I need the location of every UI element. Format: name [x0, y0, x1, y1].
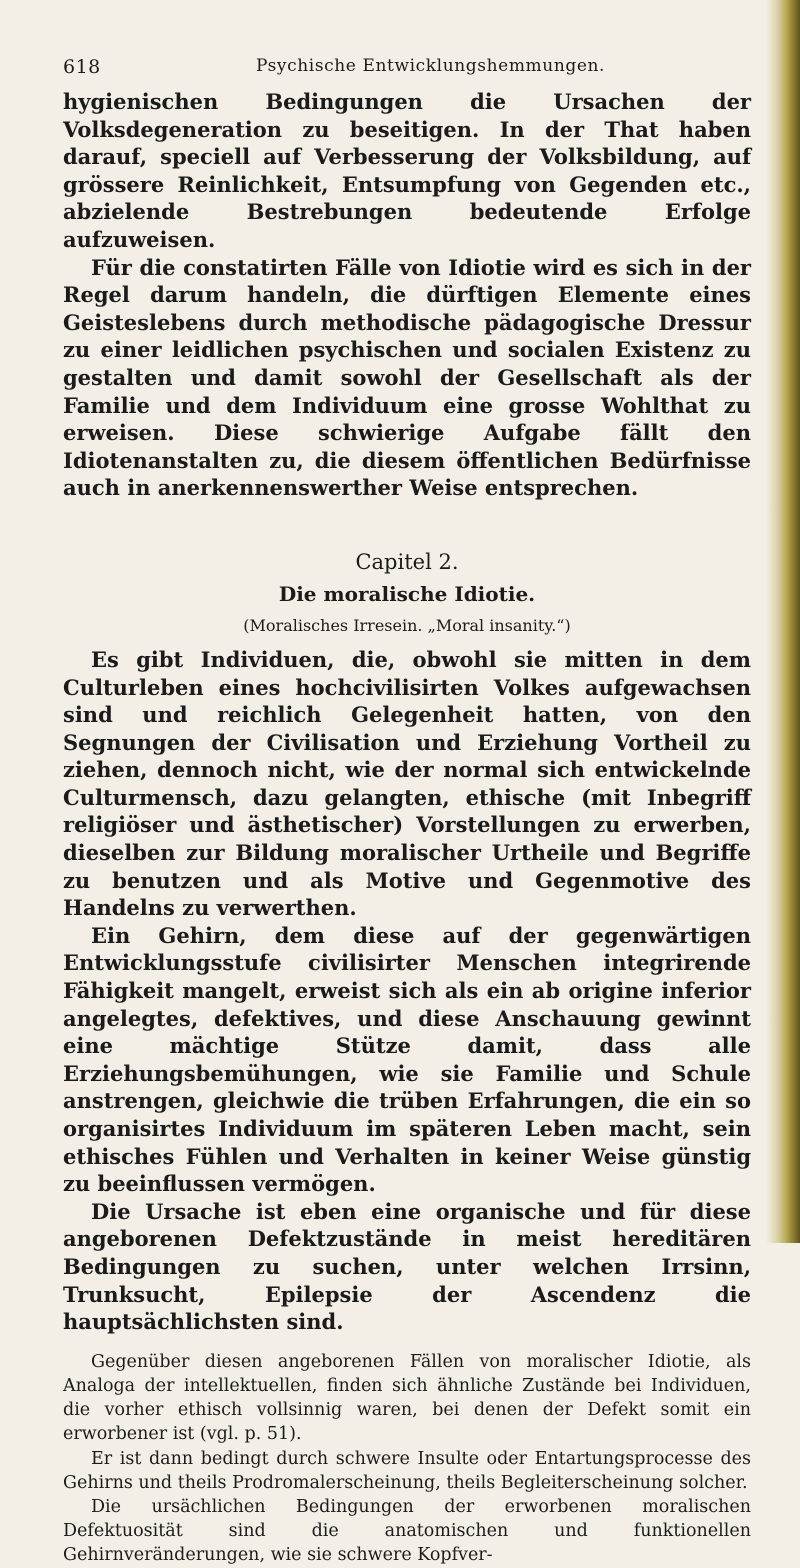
chapter-subtitle: (Moralisches Irresein. „Moral insanity.“)	[243, 615, 571, 635]
intro-paragraph: hygienischen Bedingungen die Ursachen der Volksdegeneration zu beseitigen. In der That haben darauf, speciell auf Verbesserung der Volksbildung, auf grössere Reinlichkeit, Entsumpfung von Gegenden etc., abzielende Bestrebungen bedeutende Erfolge aufzuweisen.	[63, 89, 751, 252]
small-paragraph: Gegenüber diesen angeborenen Fällen von moralischer Idiotie, als Analoga der intellektuellen, finden sich ähnliche Zustände bei Individuen, die vorher ethisch vollsinnig waren, bei denen der Defekt somit ein erworbener ist (vgl. p. 51).	[63, 1351, 751, 1445]
small-print-section	[63, 1350, 751, 1568]
intro-paragraph: Für die constatirten Fälle von Idiotie wird es sich in der Regel darum handeln, die dürftigen Elemente eines Geisteslebens durch methodische pädagogische Dressur zu einer leidlichen psychischen und socialen Existenz zu gestalten und damit sowohl der Gesellschaft als der Familie und dem Individuum eine grosse Wohlthat zu erweisen. Diese schwierige Aufgabe fällt den Idiotenanstalten zu, die diesem öffentlichen Bedürfnisse auch in anerkennenswerther Weise entsprechen.	[63, 254, 751, 501]
body-paragraph: Es gibt Individuen, die, obwohl sie mitten in dem Culturleben eines hochcivilisirten Volkes aufgewachsen sind und reichlich Gelegenheit hatten, von den Segnungen der Civilisation und Erziehung Vortheil zu ziehen, dennoch nicht, wie der normal sich entwickelnde Culturmensch, dazu gelangten, ethische (mit Inbegriff religiöser und ästhetischer) Vorstellungen zu erwerben, dieselben zur Bildung moralischer Urtheile und Begriffe zu benutzen und als Motive und Gegenmotive des Handelns zu verwerthen.	[63, 646, 751, 921]
page-body	[63, 88, 751, 1568]
page-edge-shadow	[766, 0, 800, 1243]
chapter-number: Capitel 2.	[355, 549, 459, 574]
chapter-heading	[63, 548, 751, 640]
body-paragraph: Ein Gehirn, dem diese auf der gegenwärtigen Entwicklungsstufe civilisirter Menschen integrirende Fähigkeit mangelt, erweist sich als ein ab origine inferior angelegtes, defektives, und diese Anschauung gewinnt eine mächtige Stütze damit, dass alle Erziehungsbemühungen, wie sie Familie und Schule anstrengen, gleichwie die trüben Erfahrungen, die ein so organisirtes Individuum im späteren Leben macht, sein ethisches Fühlen und Verhalten in keiner Weise günstig zu beeinflussen vermögen.	[63, 922, 751, 1197]
body-paragraph: Die Ursache ist eben eine organische und für diese angeborenen Defektzustände in meist hereditären Bedingungen zu suchen, unter welchen Irrsinn, Trunksucht, Epilepsie der Ascendenz die hauptsächlichsten sind.	[63, 1198, 751, 1335]
chapter-title: Die moralische Idiotie.	[278, 581, 536, 606]
running-head: Psychische Entwicklungshemmungen.	[256, 56, 606, 76]
small-paragraph: Die ursächlichen Bedingungen der erworbenen moralischen Defektuosität sind die anatomischen und funktionellen Gehirnveränderungen, wie sie schwere Kopfver-	[63, 1496, 751, 1566]
page-header	[63, 56, 743, 86]
small-paragraph: Er ist dann bedingt durch schwere Insulte oder Entartungsprocesse des Gehirns und theils Prodromalerscheinung, theils Begleiterscheinung solcher.	[63, 1448, 751, 1493]
page-number: 618	[63, 56, 101, 78]
